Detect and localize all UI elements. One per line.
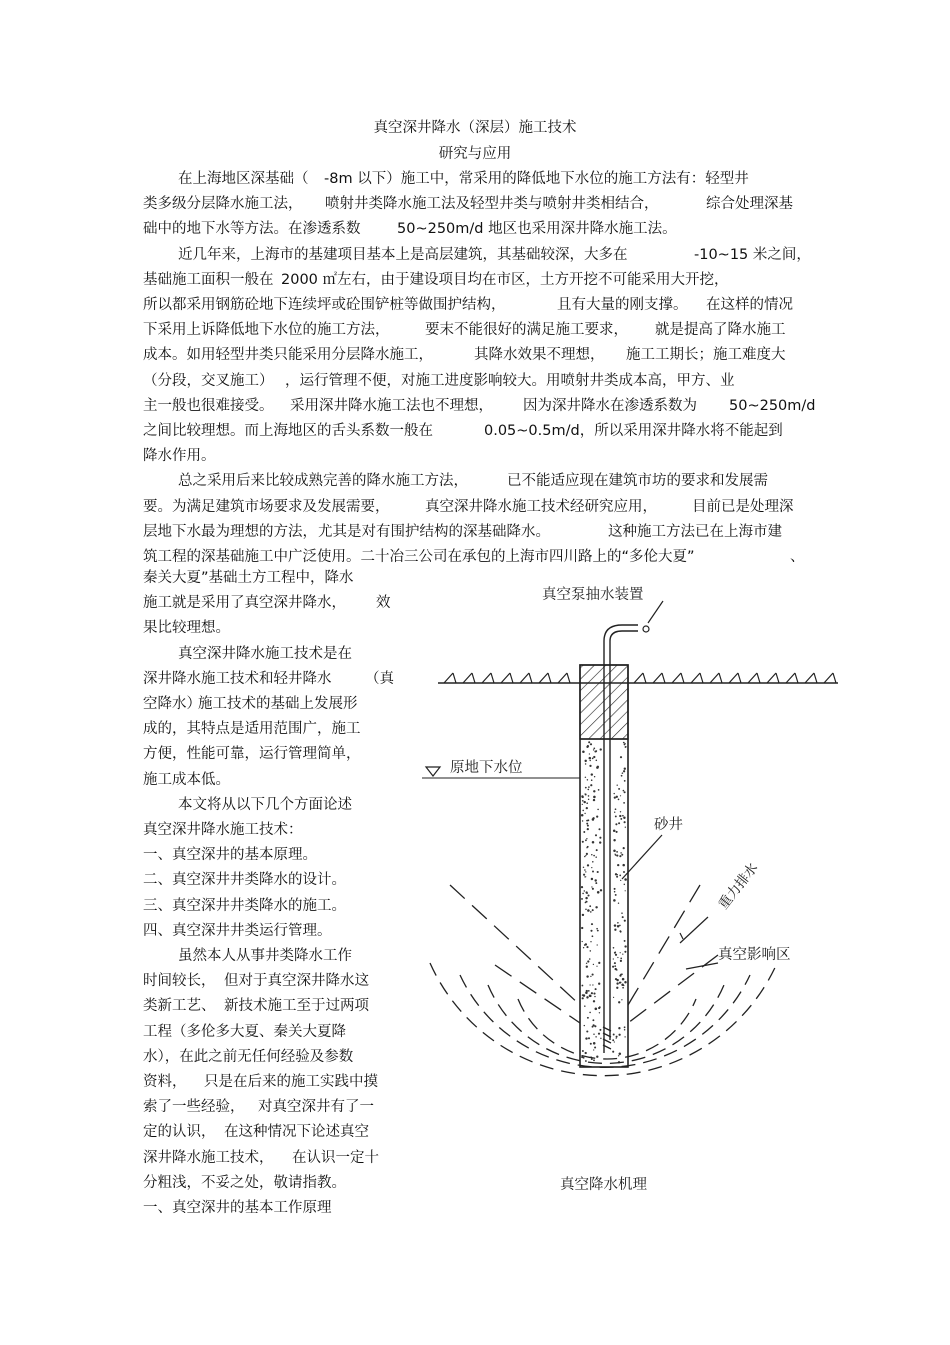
- text-segment: 其降水效果不理想，: [474, 347, 605, 364]
- text-segment: 主一般也很难接受。: [143, 397, 274, 414]
- text-segment: 成本。如用轻型井类只能采用分层降水施工，: [143, 347, 433, 364]
- page-subtitle: 研究与应用: [438, 146, 512, 162]
- text-segment: 目前已是处理深: [692, 498, 794, 515]
- text-segment: 在这种情况下论述真空: [224, 1124, 369, 1141]
- text-segment: 虽然本人从事井类降水工作: [178, 948, 352, 964]
- text-segment: -8m 以下）施工中，常采用的降低地下水位的施工方法有：轻型井: [324, 171, 749, 187]
- text-segment: 总之采用后来比较成熟完善的降水施工方法，: [178, 473, 468, 490]
- text-segment: 深井降水施工技术，: [143, 1149, 274, 1166]
- label-gravity: 重力排水: [715, 860, 762, 913]
- text-segment: 基础施工面积一般在: [143, 271, 274, 288]
- text-segment: 施工技术的基础上发展形: [198, 696, 358, 712]
- vacuum-dewatering-figure: [400, 565, 840, 1205]
- ground-line: [438, 673, 838, 683]
- text-segment: （分段，交叉施工）: [143, 372, 274, 389]
- text-segment: 层地下水最为理想的方法，: [143, 523, 317, 540]
- text-segment: 一、真空深井的基本工作原理: [143, 1200, 332, 1216]
- label-sand-well: 砂井: [654, 817, 683, 833]
- text-segment: 综合处理深基: [706, 196, 793, 213]
- text-segment: 方便，性能可靠，运行管理简单，: [143, 746, 361, 763]
- water-level-icon: [426, 767, 440, 776]
- text-segment: 要。为满足建筑市场要求及发展需要，: [143, 498, 390, 515]
- text-segment: 类新工艺、: [143, 998, 216, 1015]
- text-segment: 在上海地区深基础（: [178, 171, 309, 187]
- label-vacuum-zone: 真空影响区: [718, 947, 791, 963]
- flow-lines: [450, 885, 718, 1023]
- text-segment: 对真空深井有了一: [258, 1099, 374, 1116]
- text-segment: ，运行管理不便，对施工进度影响较大。用喷射井类成本高，甲方、业: [285, 372, 735, 389]
- text-segment: 成的，其特点是适用范围广，施工: [143, 721, 361, 738]
- text-segment: 一、真空深井的基本原理。: [143, 847, 317, 864]
- text-segment: 果比较理想。: [143, 620, 230, 637]
- text-segment: 降水作用。: [143, 448, 216, 465]
- text-segment: 新技术施工至于过两项: [224, 998, 369, 1015]
- text-segment: 50~250m/d: [729, 397, 816, 414]
- text-segment: -10~15 米之间，: [694, 246, 811, 263]
- text-segment: 就是提高了降水施工: [655, 322, 786, 339]
- text-segment: 筑工程的深基础施工中广泛使用。二十冶三公司在承包的上海市四川路上的“多伦大夏”: [143, 549, 695, 565]
- text-segment: 这种施工方法已在上海市建: [608, 523, 782, 540]
- text-segment: 在这样的情况: [706, 297, 793, 313]
- text-segment: 只是在后来的施工实践中摸: [204, 1074, 378, 1090]
- text-segment: （真: [365, 670, 394, 687]
- text-segment: 之间比较理想。而上海地区的舌头系数一般在: [143, 423, 433, 439]
- text-segment: 水），在此之前无任何经验及参数: [143, 1048, 354, 1065]
- text-segment: 时间较长，: [143, 973, 216, 990]
- text-segment: 本文将从以下几个方面论述: [178, 796, 352, 813]
- text-segment: 类多级分层降水施工法，: [143, 196, 303, 213]
- text-segment: 真空深井降水施工技术：: [143, 822, 303, 838]
- text-segment: 资料，: [143, 1074, 187, 1090]
- text-segment: 但对于真空深井降水这: [224, 973, 369, 990]
- text-segment: 所以都采用钢筋砼地下连续坪或砼围铲桩等做围护结构，: [143, 297, 506, 313]
- text-segment: 喷射井类降水施工法及轻型井类与喷射井类相结合，: [325, 196, 659, 213]
- text-segment: 索了一些经验，: [143, 1099, 245, 1116]
- text-segment: 采用深井降水施工法也不理想，: [290, 397, 493, 414]
- label-water-level: 原地下水位: [450, 760, 523, 776]
- text-segment: 施工工期长；施工难度大: [626, 347, 786, 364]
- text-segment: 施工成本低。: [143, 771, 230, 788]
- text-segment: 分粗浅，不妥之处，敬请指教。: [143, 1174, 346, 1191]
- text-segment: 已不能适应现在建筑市坊的要求和发展需: [507, 473, 768, 490]
- text-segment: 空降水）: [143, 696, 201, 712]
- text-segment: 效: [376, 595, 391, 612]
- text-segment: 定的认识，: [143, 1124, 216, 1141]
- text-segment: 真空深井降水施工技术经研究应用，: [425, 498, 657, 515]
- text-segment: 0.05~0.5m/d，所以采用深井降水将不能起到: [484, 423, 783, 439]
- text-segment: 施工就是采用了真空深井降水，: [143, 595, 346, 612]
- text-segment: 二、真空深井井类降水的设计。: [143, 872, 346, 889]
- text-segment: 50~250m/d 地区也采用深井降水施工法。: [397, 221, 677, 238]
- gravity-drain-annotation: [680, 859, 762, 943]
- text-segment: 础中的地下水等方法。在渗透系数: [143, 221, 361, 238]
- text-segment: 因为深井降水在渗透系数为: [523, 397, 697, 414]
- text-segment: 、: [790, 549, 805, 565]
- text-segment: 真空深井降水施工技术是在: [178, 645, 352, 662]
- text-segment: 四、真空深井井类运行管理。: [143, 922, 332, 939]
- text-segment: 且有大量的刚支撑。: [557, 297, 688, 313]
- page-title: 真空深井降水（深层）施工技术: [373, 120, 577, 136]
- text-segment: 工程（多伦多大夏、秦关大夏降: [143, 1023, 346, 1040]
- label-pump: 真空泵抽水装置: [542, 587, 644, 603]
- text-segment: 秦关大夏”基础土方工程中，降水: [143, 570, 354, 586]
- text-segment: 尤其是对有围护结构的深基础降水。: [318, 523, 550, 540]
- text-segment: 下采用上诉降低地下水位的施工方法，: [143, 322, 390, 339]
- text-segment: 要末不能很好的满足施工要求，: [425, 322, 628, 339]
- text-segment: 2000 ㎡左右，由于建设项目均在市区，土方开挖不可能采用大开挖，: [281, 271, 729, 288]
- text-segment: 三、真空深井井类降水的施工。: [143, 897, 346, 914]
- text-segment: 深井降水施工技术和轻井降水: [143, 670, 332, 687]
- figure-caption: 真空降水机理: [560, 1177, 647, 1193]
- text-segment: 近几年来，上海市的基建项目基本上是高层建筑，其基础较深，大多在: [178, 246, 628, 263]
- text-segment: 在认识一定十: [292, 1149, 379, 1166]
